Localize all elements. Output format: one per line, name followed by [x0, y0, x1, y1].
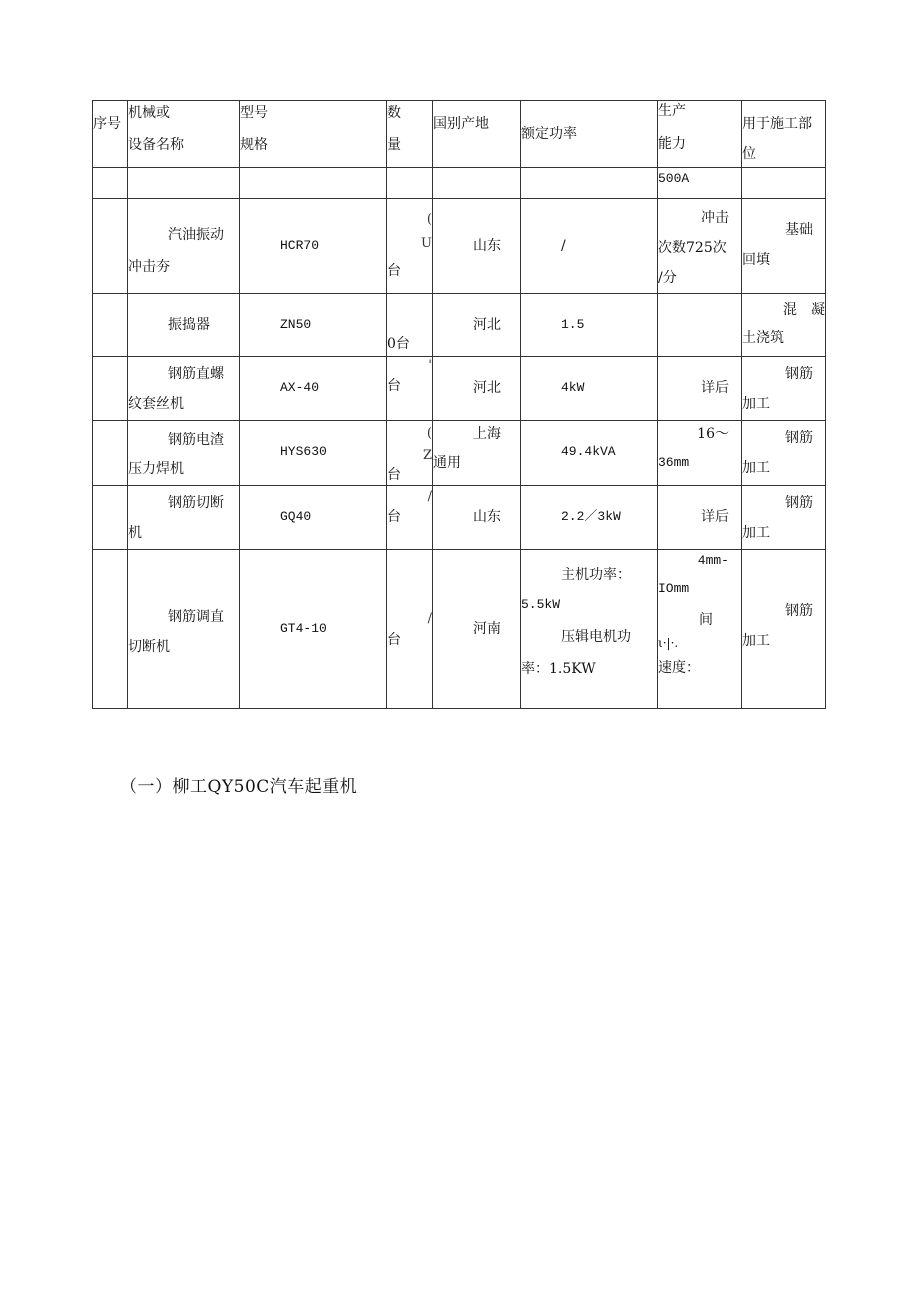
row4-power-text: 49.4kVA	[561, 444, 616, 459]
row3-usage	[742, 357, 826, 421]
row3-capacity	[658, 357, 742, 421]
row0-qty	[387, 168, 433, 199]
header-model	[240, 101, 387, 168]
row5-name-line1: 钢筋切断	[168, 495, 224, 511]
row6-origin	[433, 550, 521, 709]
row6-capacity	[658, 550, 742, 709]
row1-origin	[433, 199, 521, 294]
header-capacity-line2: 能力	[658, 136, 686, 152]
row1-origin-text: 山东	[473, 238, 501, 254]
row4-qty	[387, 421, 433, 486]
header-qty-line2: 量	[387, 137, 401, 153]
row6-capacity-line2: IOmm	[658, 581, 690, 596]
header-qty	[387, 101, 433, 168]
row1-capacity	[658, 199, 742, 294]
row3-qty-fragment: '	[428, 358, 432, 373]
row0-model	[240, 168, 387, 199]
row0-power	[521, 168, 658, 199]
row4-model-text: HYS630	[280, 444, 327, 459]
row1-qty	[387, 199, 433, 294]
row1-usage-line2: 回填	[742, 252, 770, 268]
row0-seq	[93, 168, 128, 199]
table-row	[93, 421, 826, 486]
row2-power	[521, 294, 658, 357]
header-capacity	[658, 101, 742, 168]
row6-capacity-line3: 间	[699, 612, 713, 628]
table-row	[93, 294, 826, 357]
row4-origin-line1: 上海	[473, 426, 501, 442]
header-seq-text: 序号	[93, 116, 121, 132]
row6-capacity-line5: 速度：	[658, 660, 700, 676]
header-name-line1: 机械或	[128, 105, 170, 121]
row4-origin	[433, 421, 521, 486]
row5-model	[240, 486, 387, 550]
row3-usage-line1: 钢筋	[785, 366, 813, 382]
header-model-line2: 规格	[240, 137, 268, 153]
row5-seq	[93, 486, 128, 550]
row4-usage-line1: 钢筋	[785, 430, 813, 446]
header-name	[128, 101, 240, 168]
row6-qty-text: 台	[387, 632, 401, 648]
table-header-row	[93, 101, 826, 168]
row6-capacity-line1: 4mm-	[697, 553, 729, 568]
header-name-line2: 设备名称	[128, 137, 184, 153]
row2-seq	[93, 294, 128, 357]
row6-power-line4: 率：1.5KW	[521, 661, 596, 677]
row3-usage-line2: 加工	[742, 396, 770, 412]
row4-capacity	[658, 421, 742, 486]
row5-origin	[433, 486, 521, 550]
row1-capacity-line2: 次数725次	[658, 240, 727, 256]
table-row	[93, 168, 826, 199]
row4-name-line1: 钢筋电渣	[168, 432, 224, 448]
row5-origin-text: 山东	[473, 509, 501, 525]
table-row	[93, 199, 826, 294]
row5-usage-line1: 钢筋	[785, 495, 813, 511]
row5-usage	[742, 486, 826, 550]
row6-power-line1: 主机功率：	[561, 567, 631, 583]
row1-name-line1: 汽油振动	[168, 227, 224, 243]
row5-qty-fragment: /	[427, 489, 432, 504]
row6-name-line1: 钢筋调直	[168, 609, 224, 625]
row5-model-text: GQ40	[280, 509, 312, 524]
row2-usage-line2: 土浇筑	[742, 330, 784, 346]
row4-usage	[742, 421, 826, 486]
row4-name-line2: 压力焊机	[128, 461, 184, 477]
row6-usage	[742, 550, 826, 709]
row5-name	[128, 486, 240, 550]
row1-qty-text: 台	[387, 263, 401, 279]
row4-capacity-line1: 16～	[697, 426, 729, 442]
header-seq	[93, 101, 128, 168]
header-power-text: 额定功率	[521, 126, 577, 142]
row2-capacity	[658, 294, 742, 357]
row5-name-line2: 机	[128, 525, 142, 541]
row3-model	[240, 357, 387, 421]
row3-name-line2: 纹套丝机	[128, 396, 184, 412]
row5-power	[521, 486, 658, 550]
row4-name	[128, 421, 240, 486]
row4-power	[521, 421, 658, 486]
row4-capacity-line2: 36mm	[658, 455, 690, 470]
row4-qty-text: 台	[387, 467, 401, 483]
section-heading: （一）柳工QY50C汽车起重机	[120, 777, 358, 797]
row2-origin	[433, 294, 521, 357]
header-origin	[433, 101, 521, 168]
row3-capacity-text: 详后	[701, 380, 729, 396]
row6-power	[521, 550, 658, 709]
row6-capacity-line4: ι·|·.	[658, 636, 679, 650]
row4-usage-line2: 加工	[742, 460, 770, 476]
row6-model-text: GT4-10	[280, 621, 327, 636]
row4-origin-line2: 通用	[433, 455, 461, 471]
row3-qty-text: 台	[387, 378, 401, 394]
row1-name	[128, 199, 240, 294]
row2-model	[240, 294, 387, 357]
row3-name	[128, 357, 240, 421]
row1-power-text: /	[561, 238, 566, 254]
row4-model	[240, 421, 387, 486]
table-row	[93, 486, 826, 550]
header-capacity-line1: 生产	[658, 103, 686, 119]
row4-seq	[93, 421, 128, 486]
equipment-table	[92, 100, 826, 709]
row3-model-text: AX-40	[280, 380, 320, 395]
header-origin-text: 国别产地	[433, 116, 489, 132]
row2-power-text: 1.5	[561, 317, 585, 332]
row6-origin-text: 河南	[473, 621, 501, 637]
row1-usage	[742, 199, 826, 294]
row6-qty-fragment: /	[427, 611, 432, 626]
row1-qty-fragment1: (	[426, 212, 432, 227]
header-power	[521, 101, 658, 168]
row2-model-text: ZN50	[280, 317, 312, 332]
row6-usage-line2: 加工	[742, 633, 770, 649]
row6-seq	[93, 550, 128, 709]
row1-capacity-line3: /分	[658, 270, 677, 286]
row6-name-line2: 切断机	[128, 639, 170, 655]
row3-power	[521, 357, 658, 421]
row2-name-text: 振捣器	[168, 317, 210, 333]
row1-power	[521, 199, 658, 294]
row0-origin	[433, 168, 521, 199]
header-model-line1: 型号	[240, 105, 268, 121]
row2-usage-line1: 混 凝	[783, 302, 825, 318]
row6-name	[128, 550, 240, 709]
header-qty-line1: 数	[387, 105, 401, 121]
row6-usage-line1: 钢筋	[785, 603, 813, 619]
header-usage-line2: 位	[742, 146, 756, 162]
table-row	[93, 550, 826, 709]
row1-model-text: HCR70	[280, 238, 320, 253]
row4-qty-fragment2: Z	[422, 448, 432, 463]
row0-capacity-text: 500A	[658, 171, 690, 186]
row3-origin-text: 河北	[473, 380, 501, 396]
row3-qty	[387, 357, 433, 421]
row5-usage-line2: 加工	[742, 525, 770, 541]
row5-qty-text: 台	[387, 509, 401, 525]
row0-usage	[742, 168, 826, 199]
row2-usage	[742, 294, 826, 357]
row6-model	[240, 550, 387, 709]
row0-name	[128, 168, 240, 199]
row5-capacity	[658, 486, 742, 550]
row3-power-text: 4kW	[561, 380, 585, 395]
table-row	[93, 357, 826, 421]
row6-power-line2: 5.5kW	[521, 597, 561, 612]
row2-qty-text: 0台	[387, 336, 410, 352]
row5-capacity-text: 详后	[701, 509, 729, 525]
row1-model	[240, 199, 387, 294]
row5-qty	[387, 486, 433, 550]
row2-name	[128, 294, 240, 357]
header-usage-line1: 用于施工部	[742, 116, 812, 132]
row4-qty-fragment1: (	[426, 426, 432, 441]
row3-origin	[433, 357, 521, 421]
row5-power-text: 2.2／3kW	[561, 509, 621, 524]
row3-name-line1: 钢筋直螺	[168, 366, 224, 382]
row6-power-line3: 压辑电机功	[561, 629, 631, 645]
row3-seq	[93, 357, 128, 421]
row1-seq	[93, 199, 128, 294]
row1-name-line2: 冲击夯	[128, 259, 170, 275]
header-usage	[742, 101, 826, 168]
row1-capacity-line1: 冲击	[701, 210, 729, 226]
row2-origin-text: 河北	[473, 317, 501, 333]
row2-qty	[387, 294, 433, 357]
row1-usage-line1: 基础	[785, 222, 813, 238]
row6-qty	[387, 550, 433, 709]
row0-capacity	[658, 168, 742, 199]
row1-qty-fragment2: U	[421, 236, 432, 251]
